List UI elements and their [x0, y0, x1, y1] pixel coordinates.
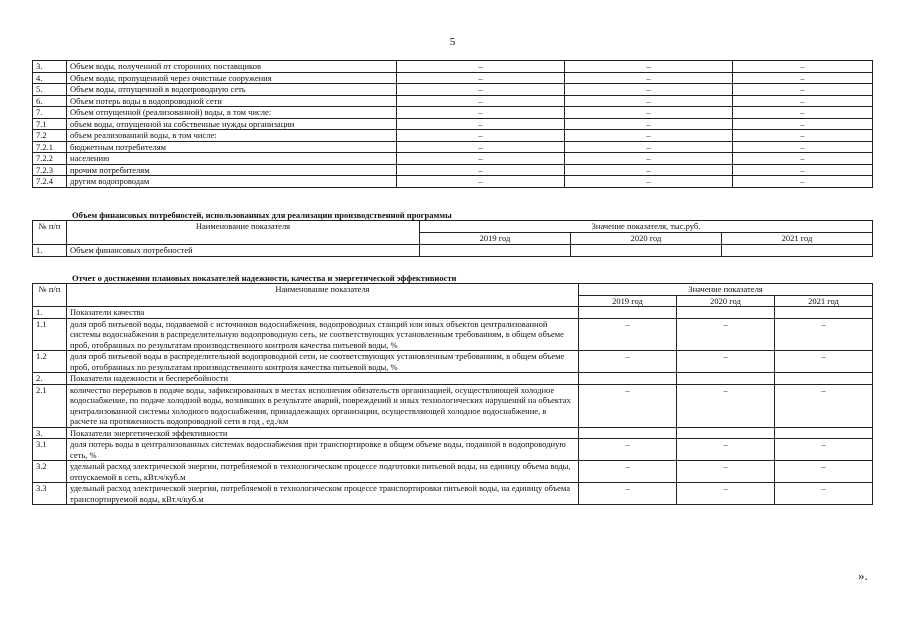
row-value — [677, 427, 775, 439]
table-row — [33, 483, 873, 505]
table-row — [33, 107, 873, 119]
row-value: – — [579, 483, 677, 505]
row-value: – — [775, 351, 873, 373]
row-name: Объем отпущенной (реализованной) воды, в том числе: — [67, 107, 397, 119]
row-name: доля потерь воды в централизованных системах водоснабжения при транспортировке в общем объеме воды, поданной в водопроводную сеть, % — [67, 439, 579, 461]
row-value: – — [677, 384, 775, 427]
row-value: – — [397, 153, 565, 165]
row-value: – — [775, 384, 873, 427]
row-number: 3.3 — [33, 483, 67, 505]
row-name: бюджетным потребителям — [67, 141, 397, 153]
row-value: – — [565, 107, 733, 119]
table-row — [33, 118, 873, 130]
row-number: 7.2.4 — [33, 176, 67, 188]
table-row — [33, 384, 873, 427]
row-number: 6. — [33, 95, 67, 107]
row-value: – — [775, 483, 873, 505]
row-number: 5. — [33, 84, 67, 96]
row-value: – — [397, 164, 565, 176]
row-value: – — [677, 351, 775, 373]
name-header: Наименование показателя — [67, 221, 420, 245]
group-name: Показатели энергетической эффективности — [67, 427, 579, 439]
row-value: – — [397, 61, 565, 73]
row-value — [579, 307, 677, 319]
table-row — [33, 84, 873, 96]
row-value: – — [565, 118, 733, 130]
indicators-report-title: Отчет о достижении плановых показателей надежности, качества и энергетической эффективности — [72, 273, 457, 283]
row-value: – — [565, 61, 733, 73]
indicators-table — [32, 283, 873, 505]
row-value: – — [397, 84, 565, 96]
group-row — [33, 427, 873, 439]
row-value — [775, 427, 873, 439]
row-number: 3.1 — [33, 439, 67, 461]
row-value: – — [397, 141, 565, 153]
row-value: – — [733, 84, 873, 96]
row-number: 1.1 — [33, 318, 67, 351]
row-value: – — [397, 95, 565, 107]
year-header: 2021 год — [722, 233, 873, 245]
year-header: 2019 год — [579, 295, 677, 307]
row-name: населению — [67, 153, 397, 165]
table-row — [33, 95, 873, 107]
water-volume-table — [32, 60, 873, 188]
row-value: – — [733, 153, 873, 165]
row-value: – — [677, 318, 775, 351]
value-header: Значение показателя, тыс.руб. — [420, 221, 873, 233]
row-value — [722, 245, 873, 257]
row-name: Объем потерь воды в водопроводной сети — [67, 95, 397, 107]
table-row — [33, 153, 873, 165]
row-number: 1.2 — [33, 351, 67, 373]
row-value: – — [565, 141, 733, 153]
value-header: Значение показателя — [579, 284, 873, 296]
row-number: 3. — [33, 427, 67, 439]
group-name: Показатели качества — [67, 307, 579, 319]
row-value — [579, 373, 677, 385]
row-value: – — [733, 72, 873, 84]
row-value: – — [565, 130, 733, 142]
row-value — [420, 245, 571, 257]
row-name: удельный расход электрической энергии, потребляемой в технологическом процессе транспортировки питьевой воды, на единицу объема транспортируемой воды, кВт.ч/куб.м — [67, 483, 579, 505]
financial-needs-table — [32, 220, 873, 257]
row-value: – — [397, 130, 565, 142]
table-row — [33, 439, 873, 461]
row-value: – — [733, 176, 873, 188]
num-header: № п/п — [33, 284, 67, 307]
row-name: Объем финансовых потребностей — [67, 245, 420, 257]
row-number: 3.2 — [33, 461, 67, 483]
row-value — [677, 307, 775, 319]
row-name: доля проб питьевой воды в распределительной водопроводной сети, не соответствующих установленным требованиям, в общем объеме проб, отобранных по результатам производственного контроля качества питьевой воды, % — [67, 351, 579, 373]
row-number: 7. — [33, 107, 67, 119]
year-header: 2020 год — [571, 233, 722, 245]
row-value: – — [565, 164, 733, 176]
row-value: – — [677, 461, 775, 483]
row-name: прочим потребителям — [67, 164, 397, 176]
row-number: 7.2.3 — [33, 164, 67, 176]
table-row — [33, 164, 873, 176]
year-header: 2020 год — [677, 295, 775, 307]
row-value: – — [565, 176, 733, 188]
row-value: – — [397, 107, 565, 119]
row-value: – — [733, 164, 873, 176]
row-value: – — [733, 61, 873, 73]
table-row — [33, 461, 873, 483]
row-name: объем реализованной воды, в том числе: — [67, 130, 397, 142]
row-value: – — [733, 141, 873, 153]
group-name: Показатели надежности и бесперебойности — [67, 373, 579, 385]
row-value: – — [733, 118, 873, 130]
row-value: – — [397, 72, 565, 84]
row-value: – — [579, 461, 677, 483]
row-value: – — [565, 153, 733, 165]
row-value: – — [397, 118, 565, 130]
year-header: 2021 год — [775, 295, 873, 307]
row-number: 1. — [33, 307, 67, 319]
table-row — [33, 141, 873, 153]
name-header: Наименование показателя — [67, 284, 579, 307]
row-number: 2.1 — [33, 384, 67, 427]
row-value: – — [565, 84, 733, 96]
row-name: количество перерывов в подаче воды, зафиксированных в местах исполнения обязательств организацией, осуществляющей холодное водоснабжение, по подаче холодной воды, возникших в результате аварий, повреждений и иных технологических нарушений на объектах централизованной системы холодного водоснабжения, принадлежащих организации, осуществляющей холодное водоснабжение, в расчете на протяженность водопроводной сети в год , ед./км — [67, 384, 579, 427]
row-name: удельный расход электрической энергии, потребляемой в технологическом процессе подготовки питьевой воды, на единицу объема воды, отпускаемой в сеть, кВт.ч/куб.м — [67, 461, 579, 483]
row-number: 7.2.1 — [33, 141, 67, 153]
row-value: – — [579, 318, 677, 351]
year-header: 2019 год — [420, 233, 571, 245]
row-value: – — [397, 176, 565, 188]
row-name: доля проб питьевой воды, подаваемой с источников водоснабжения, водопроводных станций или иных объектов централизованной системы водоснабжения в распределительную водопроводную сеть, не соответствующих установленным требованиям, в общем объеме проб, отобранных по результатам производственного контроля качества питьевой воды, % — [67, 318, 579, 351]
row-value — [775, 373, 873, 385]
row-name: объем воды, отпущенной на собственные нужды организации — [67, 118, 397, 130]
row-number: 1. — [33, 245, 67, 257]
row-value: – — [775, 439, 873, 461]
table-row — [33, 130, 873, 142]
group-row — [33, 307, 873, 319]
row-name: Объем воды, отпущенной в водопроводную сеть — [67, 84, 397, 96]
row-value: – — [733, 130, 873, 142]
row-value: – — [775, 318, 873, 351]
row-value: – — [775, 461, 873, 483]
row-number: 7.2 — [33, 130, 67, 142]
row-value: – — [677, 483, 775, 505]
row-number: 7.1 — [33, 118, 67, 130]
table-row — [33, 176, 873, 188]
row-number: 4. — [33, 72, 67, 84]
row-value: – — [565, 95, 733, 107]
row-name: Объем воды, пропущенной через очистные сооружения — [67, 72, 397, 84]
row-value: – — [579, 351, 677, 373]
row-number: 3. — [33, 61, 67, 73]
num-header: № п/п — [33, 221, 67, 245]
group-row — [33, 373, 873, 385]
row-value: – — [733, 95, 873, 107]
row-number: 7.2.2 — [33, 153, 67, 165]
page-number: 5 — [449, 36, 456, 48]
row-value — [775, 307, 873, 319]
table-row — [33, 72, 873, 84]
row-value: – — [579, 384, 677, 427]
row-number: 2. — [33, 373, 67, 385]
row-value: – — [579, 439, 677, 461]
row-value — [579, 427, 677, 439]
row-value — [677, 373, 775, 385]
row-value: – — [565, 72, 733, 84]
table-row — [33, 351, 873, 373]
row-value — [571, 245, 722, 257]
row-value: – — [677, 439, 775, 461]
table-row — [33, 61, 873, 73]
closing-mark: ». — [858, 568, 868, 583]
row-value: – — [733, 107, 873, 119]
financial-needs-title: Объем финансовых потребностей, использованных для реализации производственной программы — [72, 210, 452, 220]
row-name: Объем воды, полученной от сторонних поставщиков — [67, 61, 397, 73]
row-name: другим водопроводам — [67, 176, 397, 188]
table-row — [33, 318, 873, 351]
